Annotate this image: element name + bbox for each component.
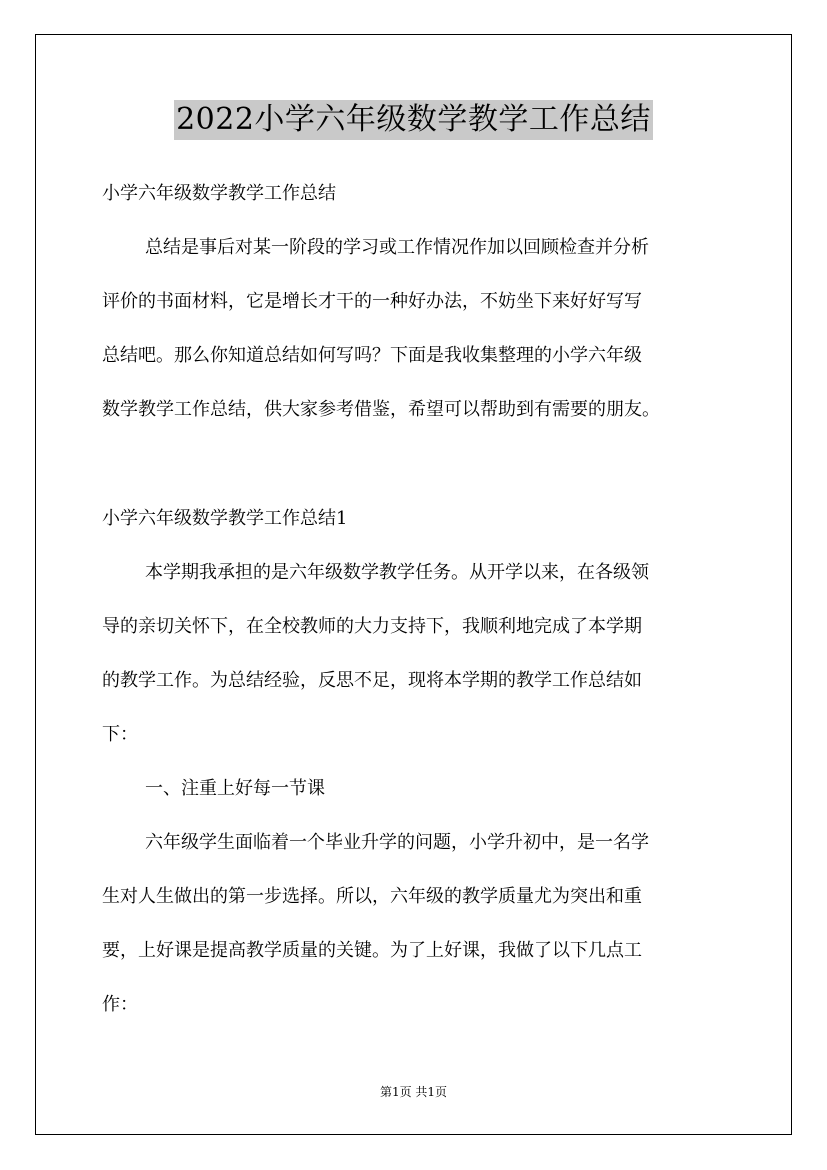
paragraph-line: 作： [102,994,138,1015]
paragraph-line: 生对人生做出的第一步选择。所以，六年级的教学质量尤为突出和重 [102,886,642,907]
paragraph-line: 六年级学生面临着一个毕业升学的问题，小学升初中，是一名学 [145,832,649,853]
title-container [0,100,827,140]
page-footer: 第1页 共1页 [379,1085,448,1099]
paragraph-line: 评价的书面材料，它是增长才干的一种好办法，不妨坐下来好好写写 [102,291,642,312]
paragraph-line: 数学教学工作总结，供大家参考借鉴，希望可以帮助到有需要的朋友。 [102,399,660,420]
paragraph-line: 本学期我承担的是六年级数学教学任务。从开学以来，在各级领 [145,562,649,583]
paragraph-line: 总结是事后对某一阶段的学习或工作情况作加以回顾检查并分析 [145,237,649,258]
document-title: 2022小学六年级数学教学工作总结 [174,100,653,140]
paragraph-line: 导的亲切关怀下，在全校教师的大力支持下，我顺利地完成了本学期 [102,616,642,637]
section-heading: 小学六年级数学教学工作总结1 [102,508,348,529]
paragraph-line: 总结吧。那么你知道总结如何写吗？下面是我收集整理的小学六年级 [102,345,642,366]
paragraph-line: 要，上好课是提高教学质量的关键。为了上好课，我做了以下几点工 [102,940,642,961]
section-heading: 小学六年级数学教学工作总结 [102,183,336,204]
subsection-heading: 一、注重上好每一节课 [145,778,325,799]
paragraph-line: 下： [102,724,138,745]
paragraph-line: 的教学工作。为总结经验，反思不足，现将本学期的教学工作总结如 [102,670,642,691]
